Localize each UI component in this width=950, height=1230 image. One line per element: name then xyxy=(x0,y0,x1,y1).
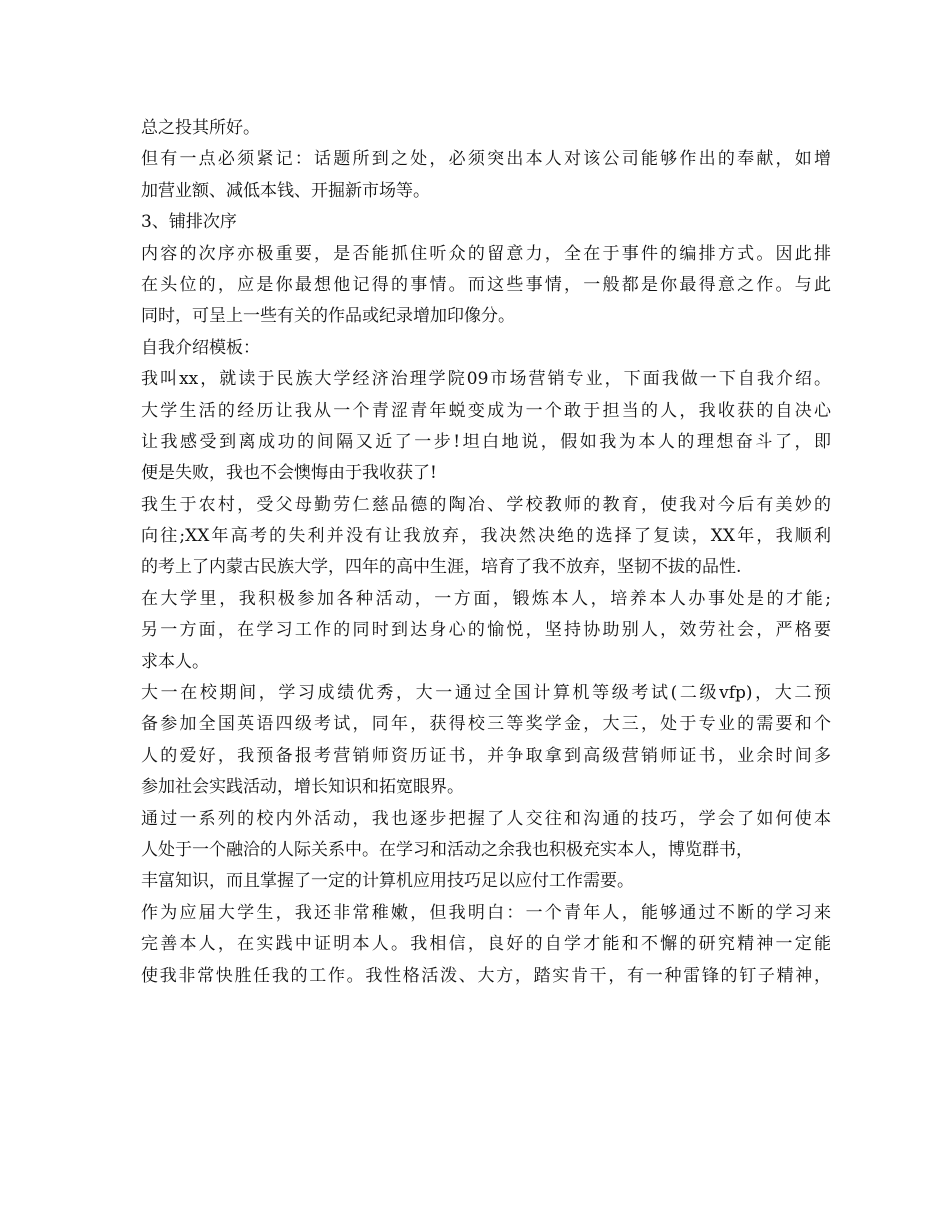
text-line-9: 我叫xx，就读于民族大学经济治理学院09市场营销专业，下面我做一下自我介绍。 xyxy=(141,369,831,390)
text-line-28: 使我非常快胜任我的工作。我性格活泼、大方，踏实肯干，有一种雷锋的钉子精神， xyxy=(141,965,831,986)
document-body xyxy=(141,113,831,992)
text-line-1: 总之投其所好。 xyxy=(141,118,260,138)
text-line-5: 内容的次序亦极重要，是否能抓住听众的留意力，全在于事件的编排方式。因此排 xyxy=(141,243,831,264)
text-line-17: 另一方面，在学习工作的同时到达身心的愉悦，坚持协助别人，效劳社会，严格要 xyxy=(141,620,831,641)
text-line-25: 丰富知识，而且掌握了一定的计算机应用技巧足以应付工作需要。 xyxy=(141,871,634,892)
text-line-11: 让我感受到离成功的间隔又近了一步!坦白地说，假如我为本人的理想奋斗了，即 xyxy=(141,431,831,452)
text-line-22: 参加社会实践活动，增长知识和拓宽眼界。 xyxy=(141,777,464,798)
template-heading: 自我介绍模板： xyxy=(141,337,260,358)
text-line-7: 同时，可呈上一些有关的作品或纪录增加印像分。 xyxy=(141,306,515,327)
text-line-15: 的考上了内蒙古民族大学，四年的高中生涯，培育了我不放弃，坚韧不拔的品性. xyxy=(141,557,742,578)
text-line-14: 向往;XX年高考的失利并没有让我放弃，我决然决绝的选择了复读，XX年，我顺利 xyxy=(141,526,831,547)
text-line-6: 在头位的，应是你最想他记得的事情。而这些事情，一般都是你最得意之作。与此 xyxy=(141,274,831,295)
text-line-19: 大一在校期间，学习成绩优秀，大一通过全国计算机等级考试(二级vfp)，大二预 xyxy=(141,683,831,704)
text-line-24: 人处于一个融洽的人际关系中。在学习和活动之余我也积极充实本人，博览群书， xyxy=(141,839,753,860)
text-line-27: 完善本人，在实践中证明本人。我相信，良好的自学才能和不懈的研究精神一定能 xyxy=(141,934,831,955)
text-line-2: 但有一点必须紧记：话题所到之处，必须突出本人对该公司能够作出的奉献，如增 xyxy=(141,149,831,170)
section-heading: 3、铺排次序 xyxy=(141,212,237,233)
text-line-13: 我生于农村，受父母勤劳仁慈品德的陶冶、学校教师的教育，使我对今后有美妙的 xyxy=(141,494,831,515)
text-line-21: 人的爱好，我预备报考营销师资历证书，并争取拿到高级营销师证书，业余时间多 xyxy=(141,745,831,766)
text-line-23: 通过一系列的校内外活动，我也逐步把握了人交往和沟通的技巧，学会了如何使本 xyxy=(141,808,831,829)
text-line-16: 在大学里，我积极参加各种活动，一方面，锻炼本人，培养本人办事处是的才能; xyxy=(141,588,831,609)
text-line-10: 大学生活的经历让我从一个青涩青年蜕变成为一个敢于担当的人，我收获的自决心 xyxy=(141,400,831,421)
text-line-18: 求本人。 xyxy=(141,651,209,672)
text-line-12: 便是失败，我也不会懊悔由于我收获了! xyxy=(141,463,437,484)
text-line-26: 作为应届大学生，我还非常稚嫩，但我明白：一个青年人，能够通过不断的学习来 xyxy=(141,902,831,923)
text-line-20: 备参加全国英语四级考试，同年，获得校三等奖学金，大三，处于专业的需要和个 xyxy=(141,714,831,735)
text-line-3: 加营业额、减低本钱、开掘新市场等。 xyxy=(141,180,430,201)
